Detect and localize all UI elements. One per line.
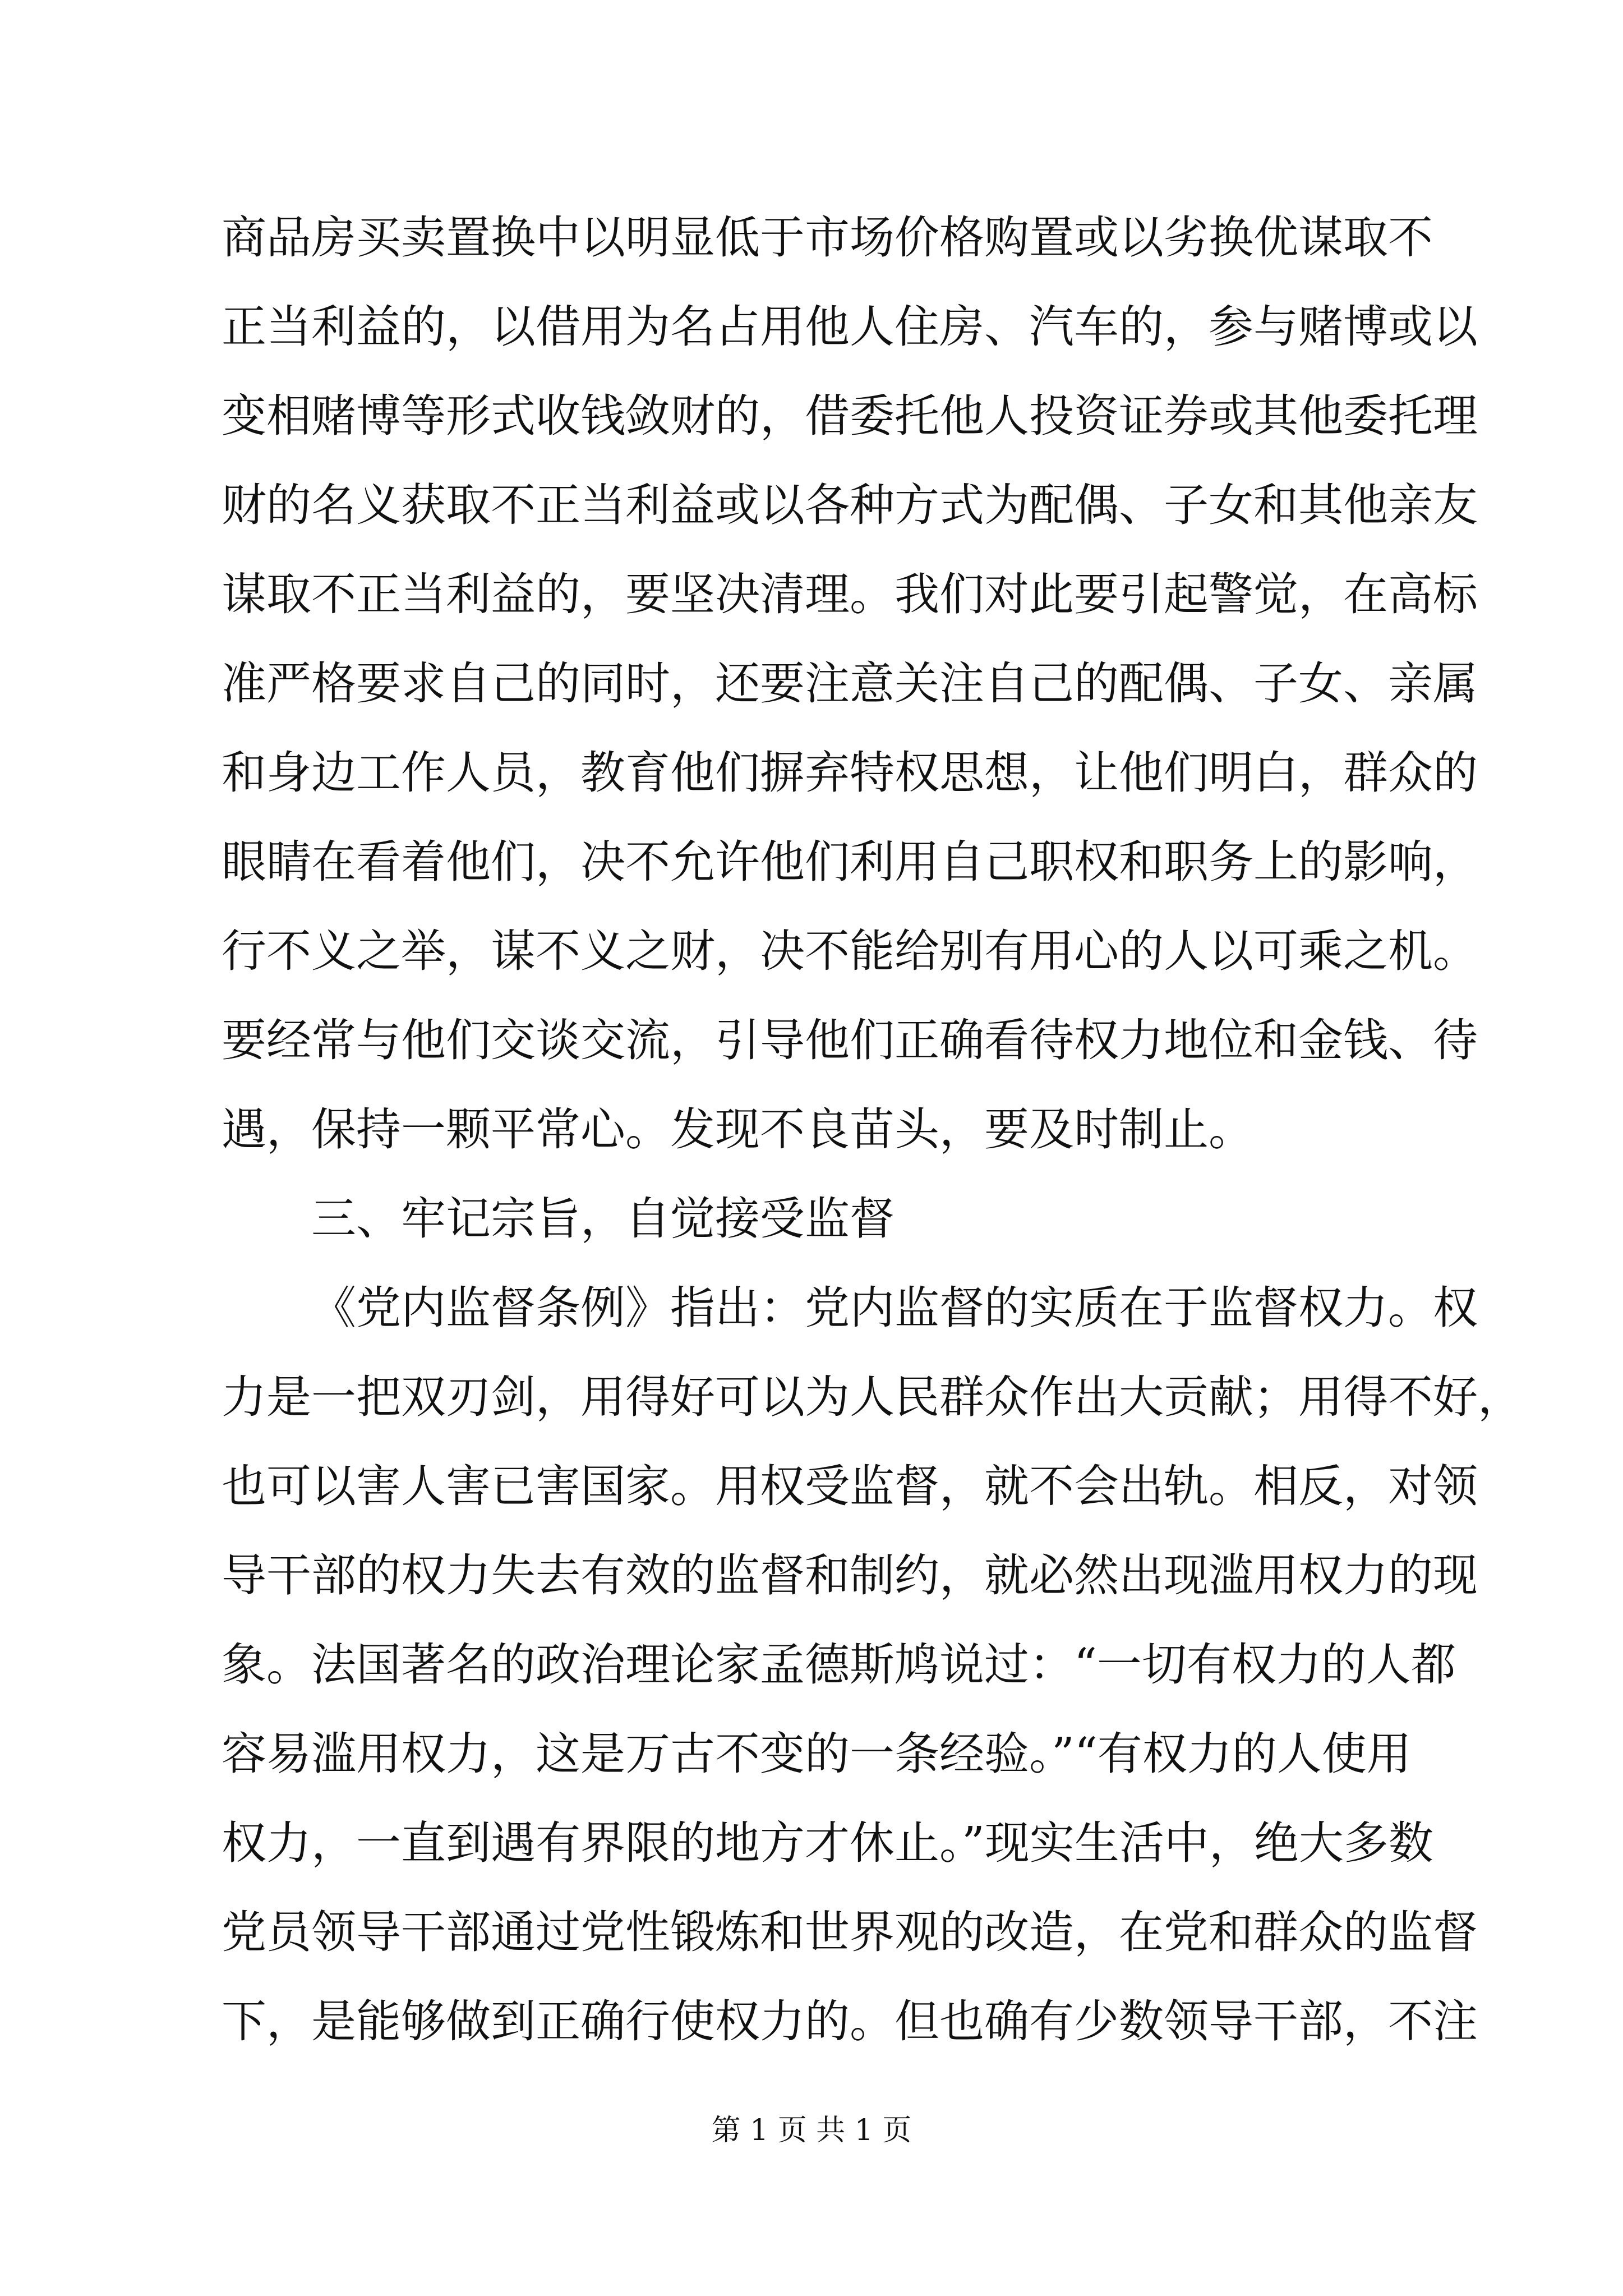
body-line-13: 《党内监督条例》指出：党内监督的实质在于监督权力。权 [311,1282,1478,1334]
section-heading: 三、牢记宗旨，自觉接受监督 [311,1193,895,1245]
body-line-19: 权力，一直到遇有界限的地方才休止。”现实生活中，绝大多数 [222,1817,1433,1869]
body-line-1: 商品房买卖置换中以明显低于市场价格购置或以劣换优谋取不 [222,211,1433,264]
body-line-18: 容易滥用权力，这是万古不变的一条经验。”“有权力的人使用 [222,1728,1412,1780]
body-line-21: 下，是能够做到正确行使权力的。但也确有少数领导干部，不注 [222,1995,1478,2047]
body-line-4: 财的名义获取不正当利益或以各种方式为配偶、子女和其他亲友 [222,479,1478,531]
body-line-16: 导干部的权力失去有效的监督和制约，就必然出现滥用权力的现 [222,1549,1478,1602]
body-line-6: 准严格要求自己的同时，还要注意关注自己的配偶、子女、亲属 [222,657,1478,710]
body-line-11: 遇，保持一颗平常心。发现不良苗头，要及时制止。 [222,1103,1253,1156]
body-line-3: 变相赌博等形式收钱敛财的，借委托他人投资证券或其他委托理 [222,390,1478,442]
body-line-17: 象。法国著名的政治理论家孟德斯鸠说过：“一切有权力的人都 [222,1639,1456,1691]
body-line-2: 正当利益的，以借用为名占用他人住房、汽车的，参与赌博或以 [222,301,1478,353]
body-line-9: 行不义之举，谋不义之财，决不能给别有用心的人以可乘之机。 [222,925,1478,977]
body-line-5: 谋取不正当利益的，要坚决清理。我们对此要引起警觉，在高标 [222,568,1478,620]
body-line-10: 要经常与他们交谈交流，引导他们正确看待权力地位和金钱、待 [222,1014,1478,1066]
body-line-8: 眼睛在看着他们，决不允许他们利用自己职权和职务上的影响， [222,836,1478,888]
body-line-14: 力是一把双刃剑，用得好可以为人民群众作出大贡献；用得不好， [222,1371,1523,1423]
body-line-7: 和身边工作人员，教育他们摒弃特权思想，让他们明白，群众的 [222,747,1478,799]
body-line-20: 党员领导干部通过党性锻炼和世界观的改造，在党和群众的监督 [222,1906,1478,1958]
page-footer: 第 1 页 共 1 页 [711,2114,912,2147]
body-line-15: 也可以害人害已害国家。用权受监督，就不会出轨。相反，对领 [222,1460,1478,1512]
